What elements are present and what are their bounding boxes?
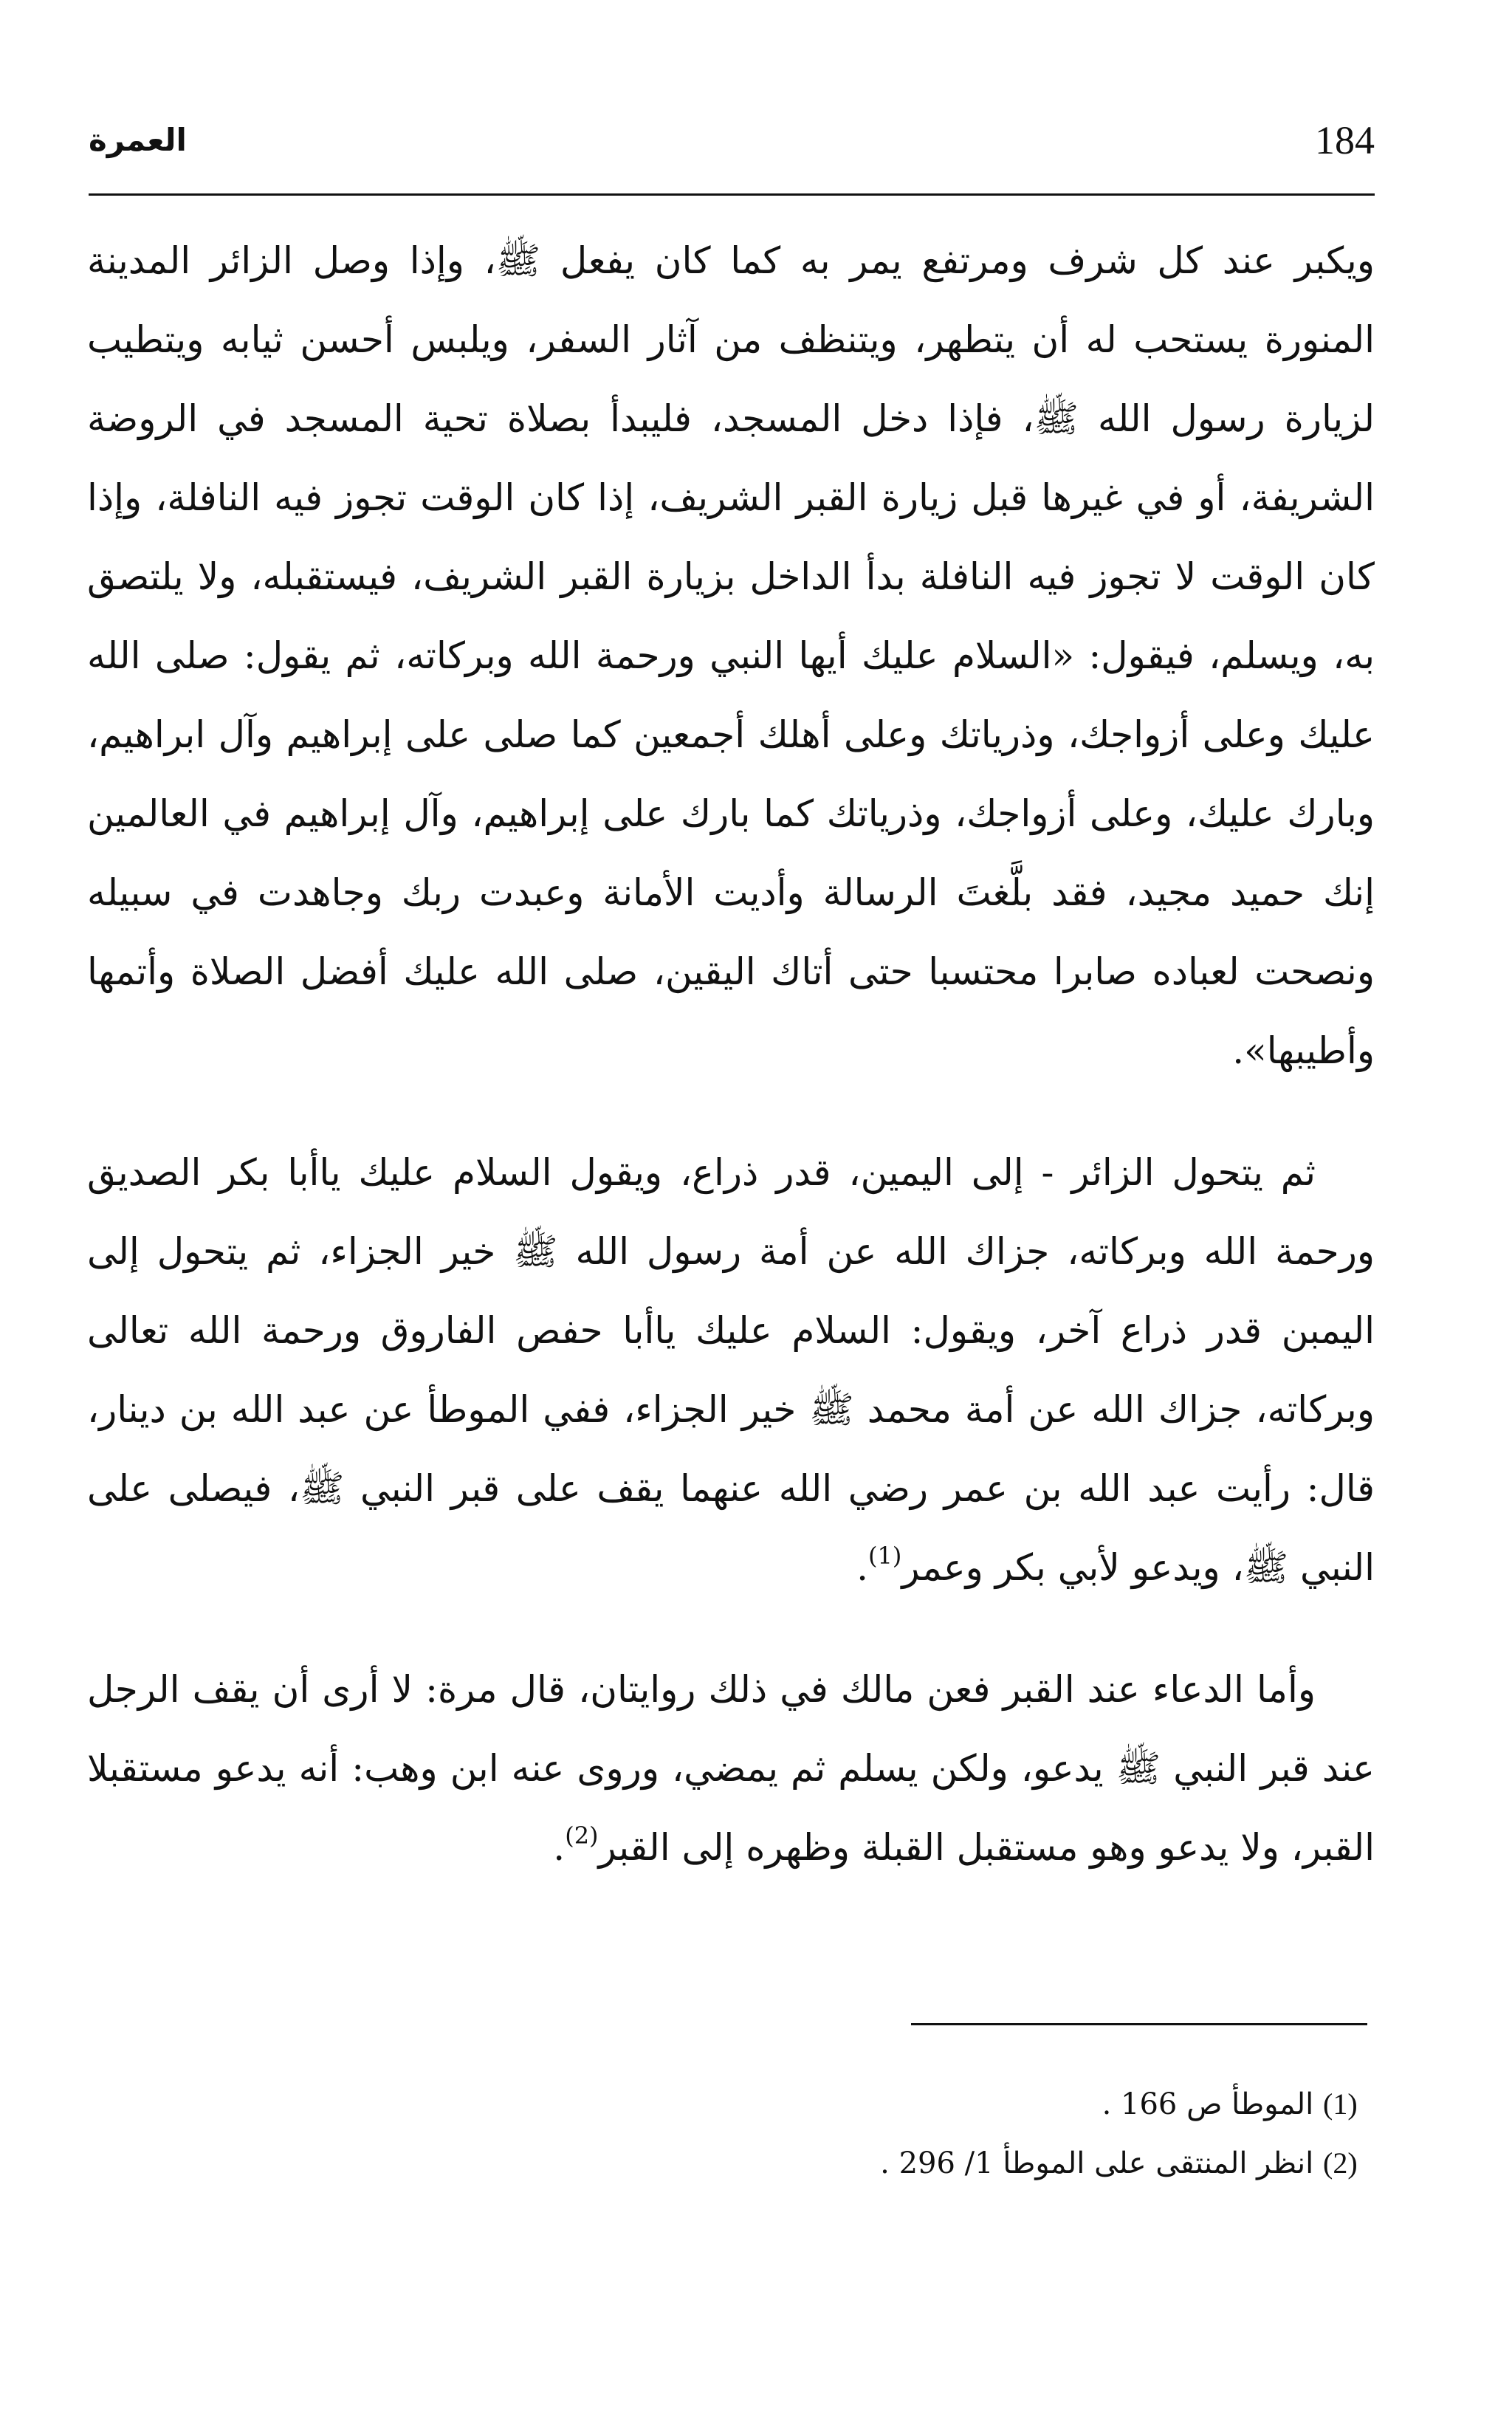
footnote-number: (2) (1323, 2146, 1358, 2180)
footnote-rule (911, 2023, 1367, 2025)
footnotes (87, 2075, 1375, 2193)
footnote-text: الموطأ ص 166 . (1102, 2087, 1314, 2121)
header-rule (89, 193, 1375, 196)
paragraph-text: ويكبر عند كل شرف ومرتفع يمر به كما كان يفعل ﷺ، وإذا وصل الزائر المدينة المنورة يستحب له أن يتطهر، ويتنظف من آثار السفر، ويلبس أحسن ثيابه ويتطيب لزيارة رسول الله ﷺ، فإذا دخل المسجد، فليبدأ بصلاة تحية المسجد في الروضة الشريفة، أو في غيرها قبل زيارة القبر الشريف، إذا كان الوقت تجوز فيه النافلة، وإذا كان الوقت لا تجوز فيه النافلة بدأ الداخل بزيارة القبر الشريف، فيستقبله، ولا يلتصق به، ويسلم، فيقول: «السلام عليك أيها النبي ورحمة الله وبركاته، ثم يقول: صلى الله عليك وعلى أزواجك، وذرياتك وعلى أهلك أجمعين كما صلى على إبراهيم وآل ابراهيم، وبارك عليك، وعلى أزواجك، وذرياتك كما بارك على إبراهيم، وآل إبراهيم في العالمين إنك حميد مجيد، فقد بلَّغتَ الرسالة وأديت الأمانة وعبدت ربك وجاهدت في سبيله ونصحت لعباده صابرا محتسبا حتى أتاك اليقين، صلى الله عليك أفضل الصلاة وأتمها وأطيبها». (87, 239, 1375, 1072)
page-header (89, 111, 1375, 170)
paragraph-3 (87, 1650, 1375, 1887)
paragraph-text: ثم يتحول الزائر - إلى اليمين، قدر ذراع، ويقول السلام عليك ياأبا بكر الصديق ورحمة الله وبركاته، جزاك الله عن أمة رسول الله ﷺ خير الجزاء، ثم يتحول إلى اليمبن قدر ذراع آخر، ويقول: السلام عليك ياأبا حفص الفاروق ورحمة الله تعالى وبركاته، جزاك الله عن أمة محمد ﷺ خير الجزاء، ففي الموطأ عن عبد الله بن دينار، قال: رأيت عبد الله بن عمر رضي الله عنهما يقف على قبر النبي ﷺ، فيصلى على النبي ﷺ، ويدعو لأبي بكر وعمر (87, 1151, 1375, 1589)
paragraph-2 (87, 1133, 1375, 1607)
footnote-text: انظر المنتقى على الموطأ 1/ 296 . (880, 2146, 1314, 2180)
footnote-ref-2[interactable]: (2) (565, 1822, 599, 1850)
running-title: العمرة (89, 122, 187, 158)
page-number: 184 (1315, 118, 1375, 162)
body-text (87, 222, 1375, 1887)
footnote-ref-1[interactable]: (1) (868, 1542, 902, 1570)
footnote-1 (87, 2075, 1375, 2134)
paragraph-end: . (856, 1546, 869, 1589)
paragraph-end: . (553, 1826, 566, 1869)
paragraph-1 (87, 222, 1375, 1091)
paragraph-text: وأما الدعاء عند القبر فعن مالك في ذلك روايتان، قال مرة: لا أرى أن يقف الرجل عند قبر النبي ﷺ يدعو، ولكن يسلم ثم يمضي، وروى عنه ابن وهب: أنه يدعو مستقبلا القبر، ولا يدعو وهو مستقبل القبلة وظهره إلى القبر (87, 1668, 1375, 1869)
footnote-2 (87, 2134, 1375, 2193)
footnote-number: (1) (1323, 2087, 1358, 2121)
